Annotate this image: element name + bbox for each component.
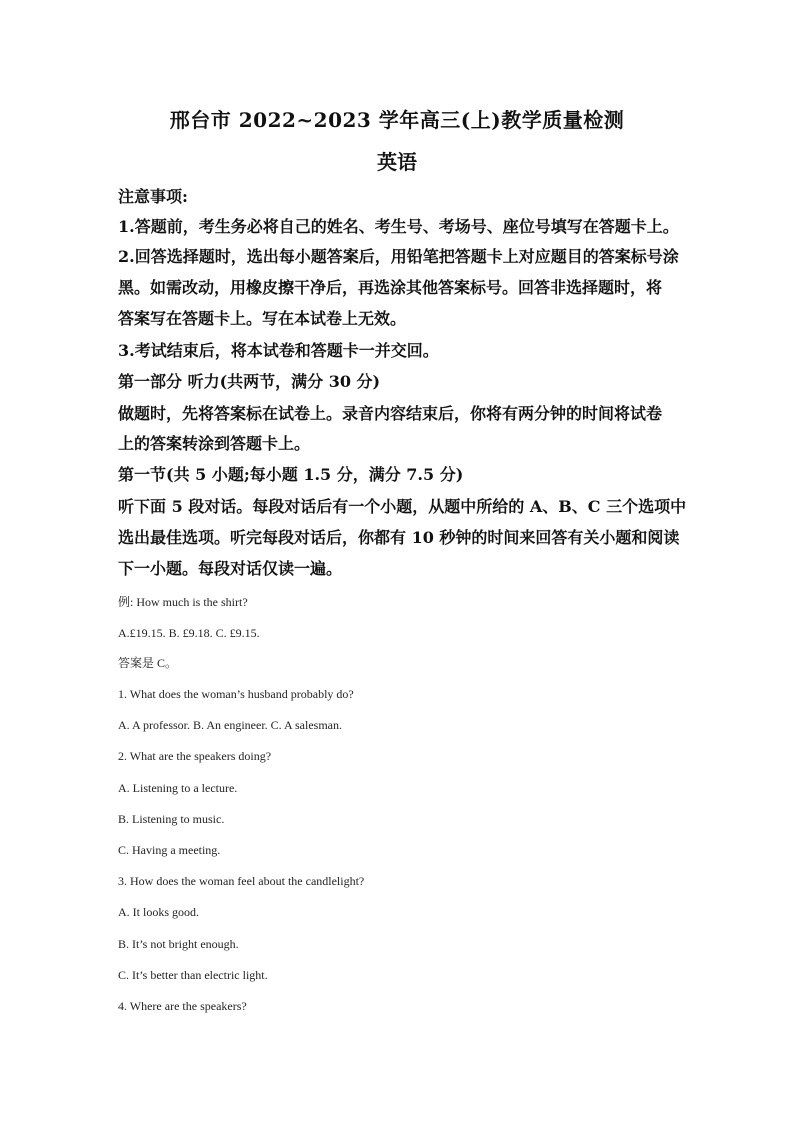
question-1: 1. What does the woman’s husband probably do? bbox=[118, 687, 354, 701]
notes-line: 答案写在答题卡上。写在本试卷上无效。 bbox=[118, 309, 407, 328]
exam-subject: 英语 bbox=[377, 150, 417, 174]
example-question: 例: How much is the shirt? bbox=[118, 595, 248, 609]
part1-heading: 第一部分 听力(共两节，满分 30 分) bbox=[118, 372, 381, 391]
question-1-options: A. A professor. B. An engineer. C. A salesman. bbox=[118, 718, 342, 732]
question-3-option-b: B. It’s not bright enough. bbox=[118, 937, 239, 951]
section1-intro-line: 听下面 5 段对话。每段对话后有一个小题，从题中所给的 A、B、C 三个选项中 bbox=[118, 497, 687, 516]
question-2-option-b: B. Listening to music. bbox=[118, 812, 225, 826]
section1-intro-line: 选出最佳选项。听完每段对话后，你都有 10 秒钟的时间来回答有关小题和阅读 bbox=[118, 528, 680, 547]
notes-line: 3.考试结束后，将本试卷和答题卡一并交回。 bbox=[118, 341, 439, 360]
question-2-option-a: A. Listening to a lecture. bbox=[118, 781, 238, 795]
notes-line: 黑。如需改动，用橡皮擦干净后，再选涂其他答案标号。回答非选择题时，将 bbox=[118, 278, 663, 297]
part1-intro-line: 做题时，先将答案标在试卷上。录音内容结束后，你将有两分钟的时间将试卷 bbox=[118, 404, 663, 423]
notes-line: 1.答题前，考生务必将自己的姓名、考生号、考场号、座位号填写在答题卡上。 bbox=[118, 217, 679, 236]
notes-line: 2.回答选择题时，选出每小题答案后，用铅笔把答题卡上对应题目的答案标号涂 bbox=[118, 247, 679, 266]
question-2-option-c: C. Having a meeting. bbox=[118, 843, 221, 857]
notes-heading: 注意事项: bbox=[118, 187, 188, 206]
example-answer: 答案是 C。 bbox=[118, 656, 178, 670]
question-3: 3. How does the woman feel about the candlelight? bbox=[118, 874, 365, 888]
exam-title: 邢台市 2022~2023 学年高三(上)教学质量检测 bbox=[169, 108, 625, 132]
question-4: 4. Where are the speakers? bbox=[118, 999, 247, 1013]
section1-heading: 第一节(共 5 小题;每小题 1.5 分，满分 7.5 分) bbox=[118, 465, 464, 484]
section1-intro-line: 下一小题。每段对话仅读一遍。 bbox=[118, 559, 343, 578]
question-3-option-c: C. It’s better than electric light. bbox=[118, 968, 268, 982]
question-3-option-a: A. It looks good. bbox=[118, 905, 199, 919]
question-2: 2. What are the speakers doing? bbox=[118, 749, 272, 763]
part1-intro-line: 上的答案转涂到答题卡上。 bbox=[118, 434, 311, 453]
example-options: A.£19.15. B. £9.18. C. £9.15. bbox=[118, 626, 260, 640]
